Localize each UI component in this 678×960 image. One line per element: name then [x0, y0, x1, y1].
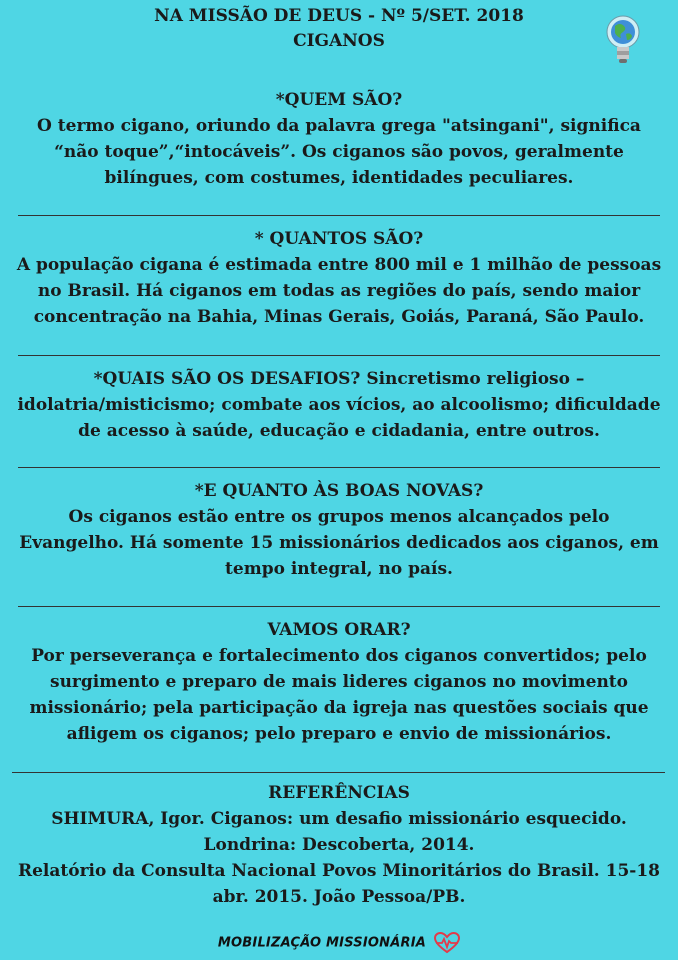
page-header	[0, 4, 678, 54]
section-title: VAMOS ORAR?	[267, 620, 411, 640]
section-title: * QUANTOS SÃO?	[254, 229, 424, 249]
heartbeat-icon	[434, 932, 460, 954]
section-desafios	[0, 366, 678, 444]
section-quantos-sao	[0, 226, 678, 330]
reference-item: Relatório da Consulta Nacional Povos Minoritários do Brasil. 15-18 abr. 2015. João Pessoa/PB.	[17, 861, 660, 907]
references-title: REFERÊNCIAS	[268, 783, 410, 803]
footer-branding	[0, 932, 678, 954]
section-body: Por perseverança e fortalecimento dos ciganos convertidos; pelo surgimento e preparo de mais lideres ciganos no movimento missionário; pela participação da igreja nas questões sociais que afligem os ciganos; pelo preparo e envio de missionários.	[29, 646, 649, 744]
divider	[18, 467, 660, 468]
topic-title: CIGANOS	[293, 31, 385, 51]
divider	[12, 772, 665, 773]
section-title: *E QUANTO ÀS BOAS NOVAS?	[194, 481, 484, 501]
divider	[18, 355, 660, 356]
lightbulb-globe-icon	[604, 14, 642, 70]
reference-item: SHIMURA, Igor. Ciganos: um desafio missionário esquecido. Londrina: Descoberta, 2014.	[51, 809, 627, 855]
section-referencias	[0, 780, 678, 910]
footer-label: MOBILIZAÇÃO MISSIONÁRIA	[217, 935, 426, 951]
section-body: Os ciganos estão entre os grupos menos alcançados pelo Evangelho. Há somente 15 missionários dedicados aos ciganos, em tempo integral, no país.	[19, 507, 659, 579]
section-title: *QUEM SÃO?	[275, 90, 403, 110]
section-vamos-orar	[0, 617, 678, 747]
section-body: A população cigana é estimada entre 800 mil e 1 milhão de pessoas no Brasil. Há ciganos em todas as regiões do país, sendo maior concentração na Bahia, Minas Gerais, Goiás, Paraná, São Paulo.	[16, 255, 662, 327]
issue-title: NA MISSÃO DE DEUS - Nº 5/SET. 2018	[154, 6, 524, 26]
divider	[18, 606, 660, 607]
section-quem-sao	[0, 87, 678, 191]
divider	[18, 215, 660, 216]
section-boas-novas	[0, 478, 678, 582]
section-body: O termo cigano, oriundo da palavra grega "atsingani", significa “não toque”,“intocáveis”. Os ciganos são povos, geralmente bilíngues, com costumes, identidades peculiares.	[37, 116, 641, 188]
section-body: *QUAIS SÃO OS DESAFIOS? Sincretismo religioso – idolatria/misticismo; combate aos vícios, ao alcoolismo; dificuldade de acesso à saúde, educação e cidadania, entre outros.	[17, 369, 661, 441]
